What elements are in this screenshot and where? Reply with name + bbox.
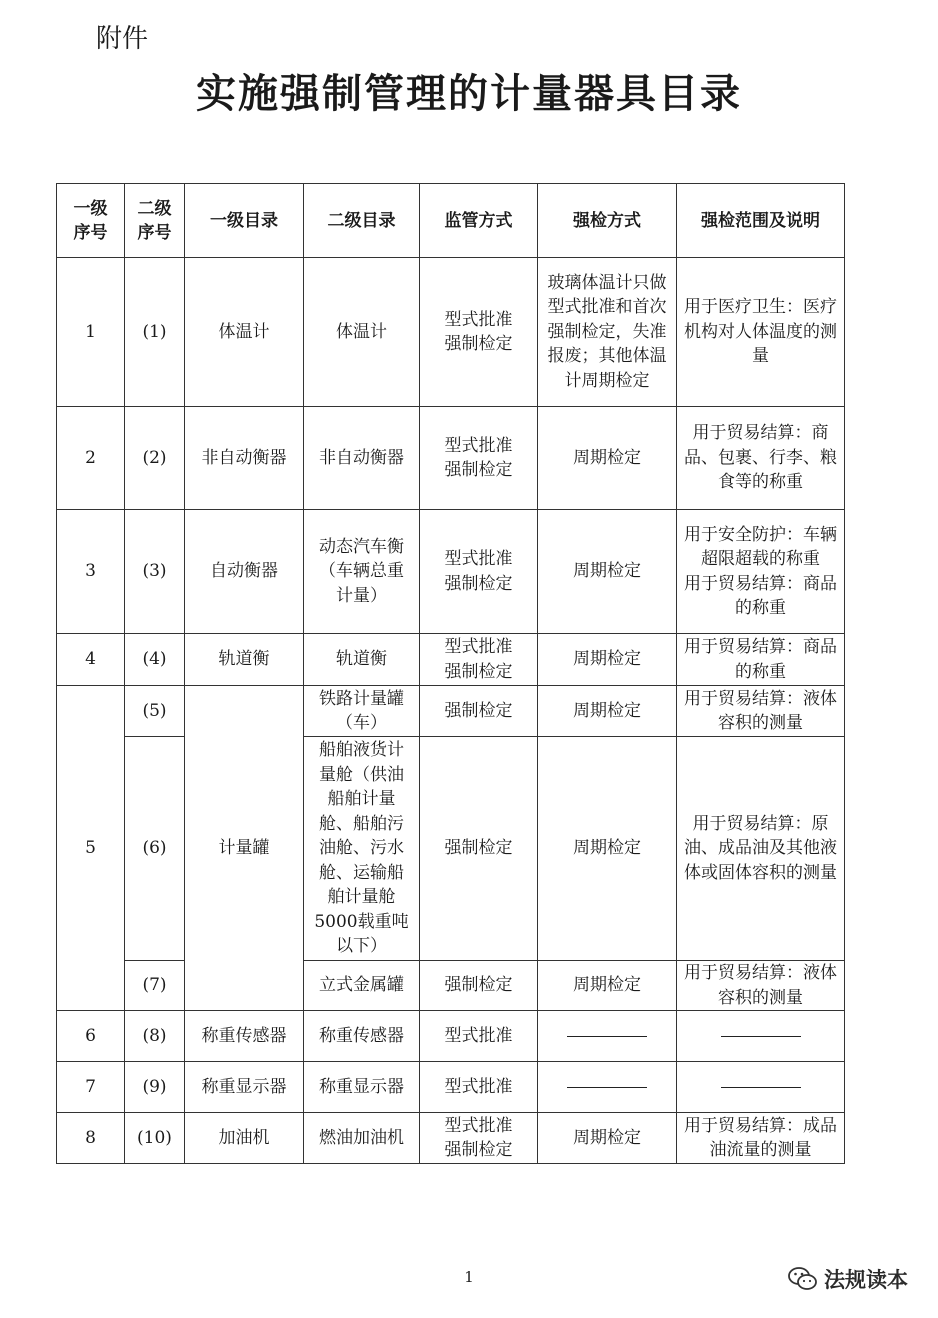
cell-inspection-dash (538, 1011, 677, 1062)
cell-inspection: 玻璃体温计只做型式批准和首次强制检定，失准报废；其他体温计周期检定 (538, 258, 677, 407)
table-header-row (57, 184, 845, 258)
cell-l1-cat: 体温计 (185, 258, 304, 407)
cell-l1-cat: 轨道衡 (185, 634, 304, 686)
cell-supervision: 强制检定 (420, 737, 538, 961)
cell-inspection: 周期检定 (538, 961, 677, 1011)
header-inspection: 强检方式 (538, 184, 677, 258)
cell-inspection: 周期检定 (538, 737, 677, 961)
cell-supervision: 型式批准强制检定 (420, 634, 538, 686)
cell-supervision: 型式批准强制检定 (420, 1113, 538, 1164)
cell-l2-cat: 铁路计量罐（车） (304, 686, 420, 737)
cell-l1-no: 1 (57, 258, 125, 407)
cell-inspection: 周期检定 (538, 686, 677, 737)
table-row (57, 1011, 845, 1062)
cell-l2-no: (1) (125, 258, 185, 407)
cell-supervision: 型式批准 (420, 1011, 538, 1062)
cell-supervision: 型式批准强制检定 (420, 258, 538, 407)
cell-l2-no: (6) (125, 737, 185, 961)
cell-l1-cat: 称重传感器 (185, 1011, 304, 1062)
dash-line (721, 1036, 801, 1037)
cell-l1-no: 8 (57, 1113, 125, 1164)
cell-l2-cat: 称重传感器 (304, 1011, 420, 1062)
cell-inspection: 周期检定 (538, 1113, 677, 1164)
table-row (57, 258, 845, 407)
cell-l2-cat: 动态汽车衡（车辆总重计量） (304, 510, 420, 634)
table-row (57, 961, 845, 1011)
attachment-label: 附件 (96, 24, 149, 54)
cell-l1-cat: 加油机 (185, 1113, 304, 1164)
cell-l2-no: (9) (125, 1062, 185, 1113)
cell-supervision: 型式批准 (420, 1062, 538, 1113)
table-row (57, 686, 845, 737)
cell-l1-cat: 计量罐 (185, 686, 304, 1011)
table-row (57, 510, 845, 634)
cell-scope: 用于贸易结算：商品、包裹、行李、粮食等的称重 (677, 407, 845, 510)
table-row (57, 737, 845, 961)
cell-scope: 用于贸易结算：液体容积的测量 (677, 686, 845, 737)
cell-l1-no: 2 (57, 407, 125, 510)
page-title: 实施强制管理的计量器具目录 (196, 71, 742, 117)
header-l1-cat: 一级目录 (185, 184, 304, 258)
table-row (57, 1113, 845, 1164)
cell-l2-no: (8) (125, 1011, 185, 1062)
cell-l1-cat: 非自动衡器 (185, 407, 304, 510)
page-number: 1 (464, 1268, 474, 1286)
cell-inspection: 周期检定 (538, 634, 677, 686)
header-l1-no: 一级序号 (57, 184, 125, 258)
cell-l1-cat: 自动衡器 (185, 510, 304, 634)
dash-line (567, 1036, 647, 1037)
cell-scope: 用于安全防护：车辆超限超载的称重 用于贸易结算：商品的称重 (677, 510, 845, 634)
cell-l2-cat: 体温计 (304, 258, 420, 407)
catalog-table (56, 183, 845, 1164)
cell-l2-cat: 非自动衡器 (304, 407, 420, 510)
cell-supervision: 型式批准强制检定 (420, 407, 538, 510)
watermark (788, 1264, 908, 1294)
cell-l1-cat: 称重显示器 (185, 1062, 304, 1113)
cell-l2-cat: 轨道衡 (304, 634, 420, 686)
cell-inspection: 周期检定 (538, 510, 677, 634)
header-l2-cat: 二级目录 (304, 184, 420, 258)
cell-l1-no: 3 (57, 510, 125, 634)
cell-l1-no: 6 (57, 1011, 125, 1062)
dash-line (721, 1087, 801, 1088)
cell-l2-no: (4) (125, 634, 185, 686)
cell-l1-no: 4 (57, 634, 125, 686)
cell-l2-no: (7) (125, 961, 185, 1011)
header-scope: 强检范围及说明 (677, 184, 845, 258)
cell-scope: 用于贸易结算：成品油流量的测量 (677, 1113, 845, 1164)
cell-l2-no: (3) (125, 510, 185, 634)
table-row (57, 1062, 845, 1113)
header-l2-no: 二级序号 (125, 184, 185, 258)
cell-l1-no: 7 (57, 1062, 125, 1113)
cell-l2-cat: 立式金属罐 (304, 961, 420, 1011)
table-row (57, 634, 845, 686)
cell-scope-dash (677, 1011, 845, 1062)
cell-scope: 用于贸易结算：液体容积的测量 (677, 961, 845, 1011)
cell-supervision: 强制检定 (420, 961, 538, 1011)
cell-l2-no: (5) (125, 686, 185, 737)
cell-scope: 用于医疗卫生：医疗机构对人体温度的测量 (677, 258, 845, 407)
cell-scope-dash (677, 1062, 845, 1113)
cell-supervision: 强制检定 (420, 686, 538, 737)
cell-scope: 用于贸易结算：原油、成品油及其他液体或固体容积的测量 (677, 737, 845, 961)
cell-l2-no: (10) (125, 1113, 185, 1164)
wechat-icon (788, 1266, 818, 1292)
cell-scope: 用于贸易结算：商品的称重 (677, 634, 845, 686)
cell-l2-no: (2) (125, 407, 185, 510)
cell-l2-cat: 船舶液货计量舱（供油船舶计量舱、船舶污油舱、污水舱、运输船舶计量舱5000载重吨以下） (304, 737, 420, 961)
cell-supervision: 型式批准强制检定 (420, 510, 538, 634)
cell-inspection: 周期检定 (538, 407, 677, 510)
cell-l2-cat: 称重显示器 (304, 1062, 420, 1113)
header-supervision: 监管方式 (420, 184, 538, 258)
watermark-text: 法规读本 (824, 1268, 908, 1292)
cell-inspection-dash (538, 1062, 677, 1113)
cell-l1-no: 5 (57, 686, 125, 1011)
dash-line (567, 1087, 647, 1088)
table-row (57, 407, 845, 510)
cell-l2-cat: 燃油加油机 (304, 1113, 420, 1164)
